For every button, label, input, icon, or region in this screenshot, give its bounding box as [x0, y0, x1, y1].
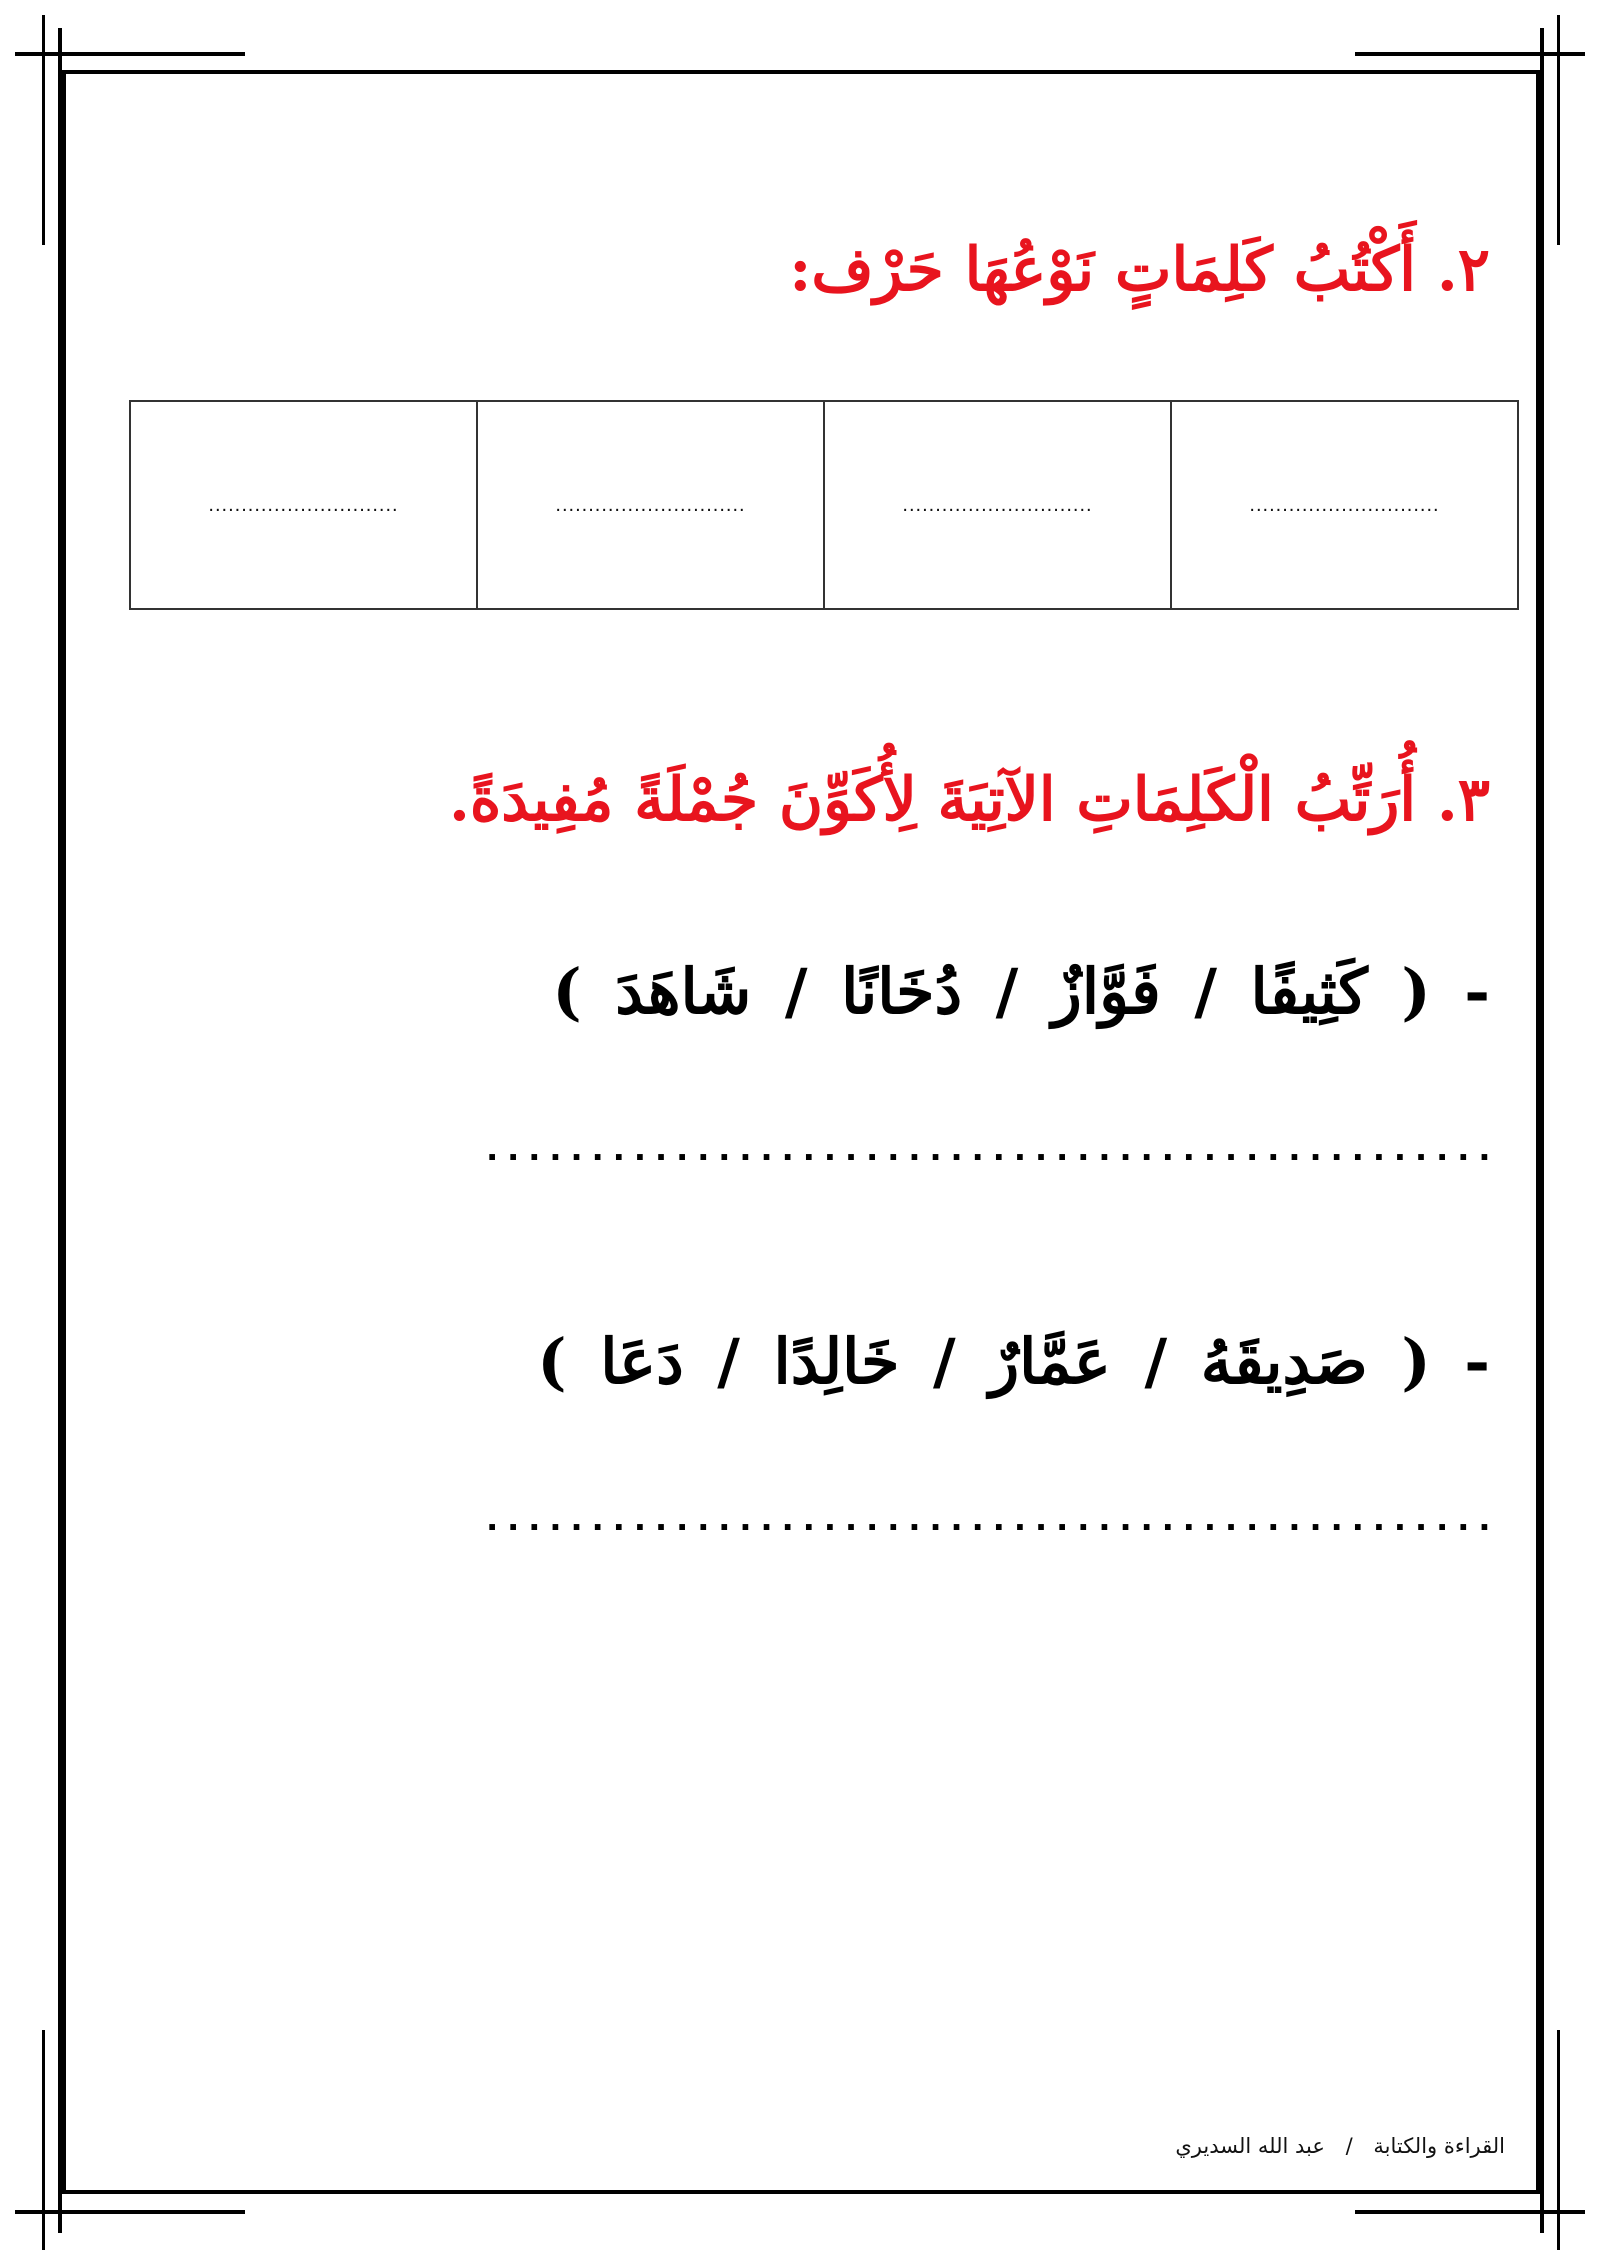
word-set-2: - ( صَدِيقَهُ / عَمَّارٌ / خَالِدًا / دَعَا ) [537, 1325, 1490, 1398]
page-footer [1175, 2134, 1505, 2158]
answer-blank[interactable]: ............................. [477, 401, 824, 609]
question-3-heading: ٣. أُرَتِّبُ الْكَلِمَاتِ الآتِيَةَ لِأُكَوِّنَ جُمْلَةً مُفِيدَةً. [448, 765, 1490, 835]
footer-subject: القراءة والكتابة [1373, 2134, 1505, 2158]
answer-blank[interactable]: ............................. [1171, 401, 1518, 609]
answer-line-1[interactable]: ................................................ [486, 1125, 1500, 1169]
question-2-heading: ٢. أَكْتُبُ كَلِمَاتٍ نَوْعُهَا حَرْف: [789, 235, 1490, 305]
footer-separator: / [1345, 2134, 1353, 2158]
word-set-1: - ( كَثِيفًا / فَوَّازٌ / دُخَانًا / شَاهَدَ ) [552, 955, 1490, 1028]
footer-author: عبد الله السديري [1175, 2134, 1325, 2158]
answer-blank[interactable]: ............................. [824, 401, 1171, 609]
answer-line-2[interactable]: ................................................ [486, 1495, 1500, 1539]
answer-blank[interactable]: ............................. [130, 401, 477, 609]
answer-table [129, 400, 1519, 610]
